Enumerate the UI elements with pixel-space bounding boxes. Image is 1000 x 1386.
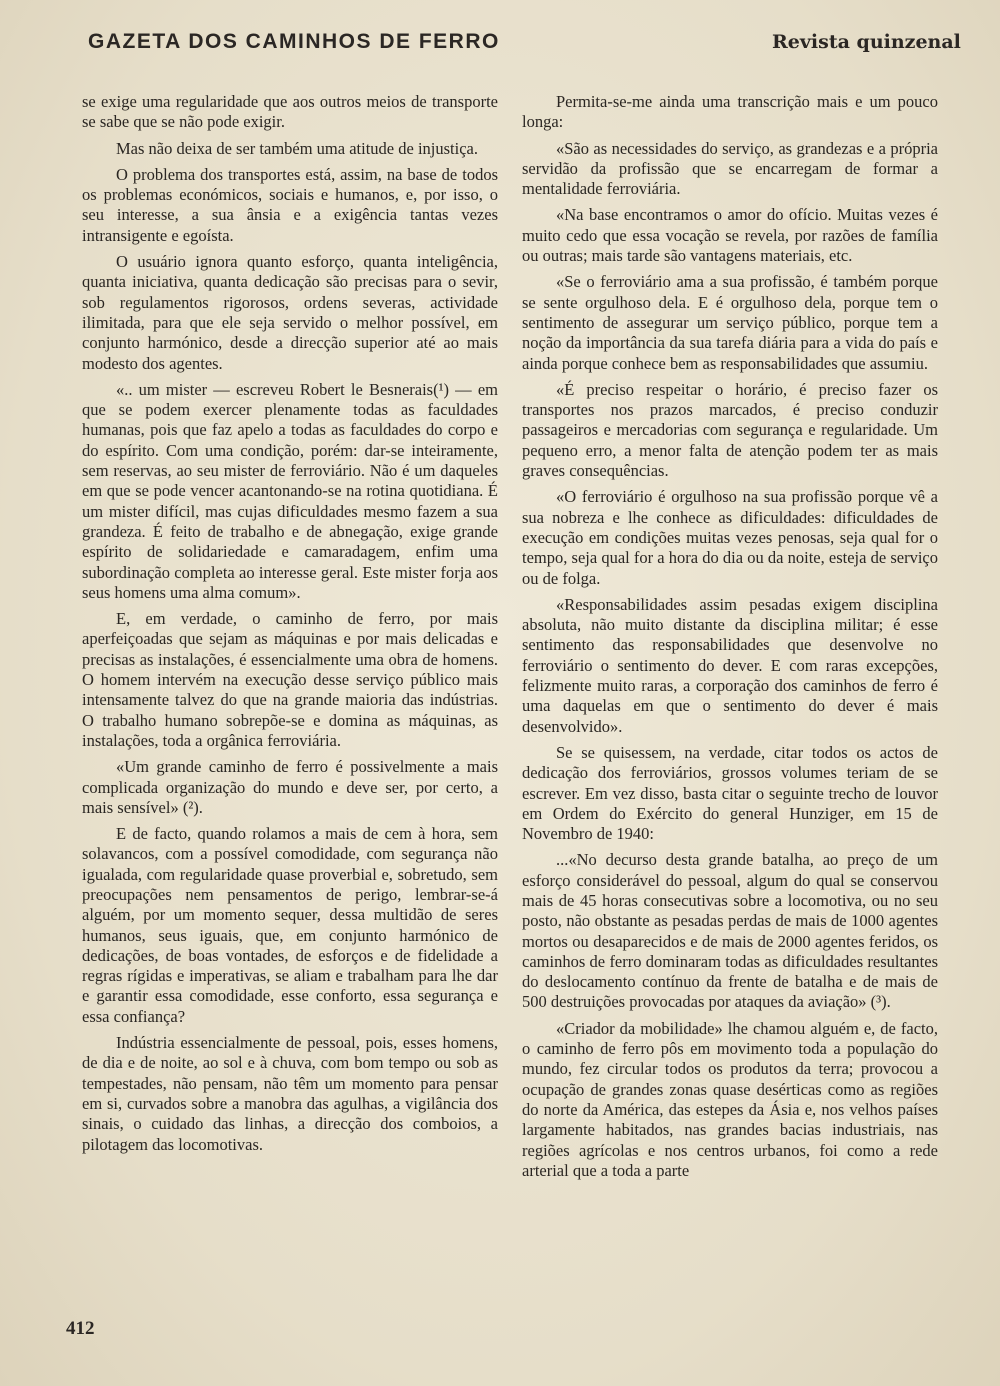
paragraph: «O ferroviário é orgulhoso na sua profissão porque vê a sua nobreza e lhe conhece as dificuldades: dificuldades de execução em condições muitas vezes penosas, seja qual for o tempo, seja qual for a hora do dia ou da noite, esteja de serviço ou de folga. <box>522 487 938 588</box>
paragraph: Indústria essencialmente de pessoal, pois, esses homens, de dia e de noite, ao sol e à chuva, com bom tempo ou sob as tempestades, não pensam, não têm um momento para pensar em si, curvados sobre a manobra das agulhas, a vigilância dos sinais, o cuidado das linhas, a direcção dos comboios, a pilotagem das locomotivas. <box>82 1033 498 1154</box>
left-column <box>82 92 498 1161</box>
paragraph: «Na base encontramos o amor do ofício. Muitas vezes é muito cedo que essa vocação se revela, por razões de família ou outras; mais tarde são vantagens materiais, etc. <box>522 205 938 266</box>
right-column <box>522 92 938 1187</box>
paragraph: «É preciso respeitar o horário, é preciso fazer os transportes nos prazos marcados, é preciso conduzir passageiros e mercadorias com segurança e regularidade. Um pequeno erro, a menor falta de atenção podem ter as mais graves consequências. <box>522 379 938 481</box>
paragraph: «Se o ferroviário ama a sua profissão, é também porque se sente orgulhoso dela. E é orgulhoso dela, porque tem o sentimento de assegurar um serviço público, porque tem a noção da importância da sua tarefa diária para a vida do país e ainda porque conhece bem as responsabilidades que assumiu. <box>522 272 938 373</box>
paragraph: Permita-se-me ainda uma transcrição mais e um pouco longa: <box>522 92 938 132</box>
paragraph: E de facto, quando rolamos a mais de cem à hora, sem solavancos, com a possível comodidade, com segurança não igualada, com regularidade quase proverbial e, sobretudo, sem preocupações nem pensamentos de perigo, lembrar-se-á alguém, por um momento sequer, dessa multidão de seres humanos, seus iguais, que, em conjunto harmónico de dedicações, de boas vontades, de esforços e de fidelidade a regras rígidas e imperativas, se aliam e trabalham para lhe dar e garantir essa comodidade, esse conforto, essa segurança e essa confiança? <box>82 824 498 1026</box>
paragraph: ...«No decurso desta grande batalha, ao preço de um esforço considerável do pessoal, algum do qual se conservou mais de 45 horas consecutivas sobre a locomotiva, ou no seu posto, não obstante as pesadas perdas de mais de 1000 agentes mortos ou desaparecidos e de mais de 2000 agentes feridos, os caminhos de ferro dominaram todas as dificuldades resultantes do deslocamento contínuo da frente de batalha e de mais de 500 destruições provocadas por ataques da aviação» (³). <box>522 850 938 1012</box>
page-number: 412 <box>66 1318 95 1339</box>
paragraph: se exige uma regularidade que aos outros meios de transporte se sabe que se não pode exigir. <box>82 92 498 132</box>
journal-subtitle: Revista quinzenal <box>772 31 961 53</box>
paragraph: «Criador da mobilidade» lhe chamou alguém e, de facto, o caminho de ferro pôs em movimento toda a população do mundo, fez circular todos os produtos da terra; provocou a ocupação de grandes zonas quase desérticas como as regiões do norte da América, das estepes da Ásia e, nos velhos países largamente habitados, nas grandes bacias industriais, nas regiões agrícolas e nos centros urbanos, foi como a rede arterial que a toda a parte <box>522 1018 938 1180</box>
paragraph: O problema dos transportes está, assim, na base de todos os problemas económicos, sociais e humanos, e, por isso, o seu interesse, a sua ânsia e a exigência tantas vezes intransigente e egoísta. <box>82 164 498 245</box>
journal-title: GAZETA DOS CAMINHOS DE FERRO <box>88 30 500 53</box>
paragraph: «Responsabilidades assim pesadas exigem disciplina absoluta, não muito distante da disciplina militar; é esse sentimento das responsabilidades que desenvolve no ferroviário o sentimento do dever. E com raras excepções, felizmente muito raras, a corporação dos caminhos de ferro é uma daquelas em que o sentimento do dever é mais desenvolvido». <box>522 594 938 736</box>
paragraph: O usuário ignora quanto esforço, quanta inteligência, quanta iniciativa, quanta dedicação são precisas para o sevir, sob regulamentos rigorosos, ordens severas, actividade ilimitada, para que ele seja servido o melhor possível, em conjunto harmónico, desde a direcção superior até ao mais modesto dos agentes. <box>82 252 498 373</box>
paragraph: «São as necessidades do serviço, as grandezas e a própria servidão da profissão que se encarregam de formar a mentalidade ferroviária. <box>522 138 938 199</box>
paragraph: «.. um mister — escreveu Robert le Besnerais(¹) — em que se podem exercer plenamente todas as faculdades humanas, pois que faz apelo a todas as faculdades do corpo e do espírito. Com uma condição, porém: dar-se inteiramente, sem reservas, ao seu mister de ferroviário. Não é um daqueles em que se pode vencer acantonando-se na rotina quotidiana. É um mister difícil, mas cujas dificuldades mesmo fazem a sua grandeza. É feito de trabalho e de abnegação, exige grande espírito de solidariedade e camaradagem, enfim uma subordinação completa ao interesse geral. Este mister forja aos seus homens uma alma comum». <box>82 379 498 602</box>
paragraph: Se se quisessem, na verdade, citar todos os actos de dedicação dos ferroviários, grossos volumes teriam de se escrever. Em vez disso, basta citar o seguinte trecho de louvor em Ordem do Exército do general Hunziger, em 15 de Novembro de 1940: <box>522 742 938 844</box>
paragraph: «Um grande caminho de ferro é possivelmente a mais complicada organização do mundo e deve ser, por certo, a mais sensível» (²). <box>82 757 498 817</box>
paragraph: Mas não deixa de ser também uma atitude de injustiça. <box>116 138 478 158</box>
paragraph: E, em verdade, o caminho de ferro, por mais aperfeiçoadas que sejam as máquinas e por mais delicadas e precisas as instalações, é essencialmente uma obra de homens. O homem intervém na execução desse serviço público mais intensamente talvez do que na grande maioria das indústrias. O trabalho humano sobrepõe-se e domina as máquinas, as instalações, toda a orgânica ferroviária. <box>82 609 498 750</box>
